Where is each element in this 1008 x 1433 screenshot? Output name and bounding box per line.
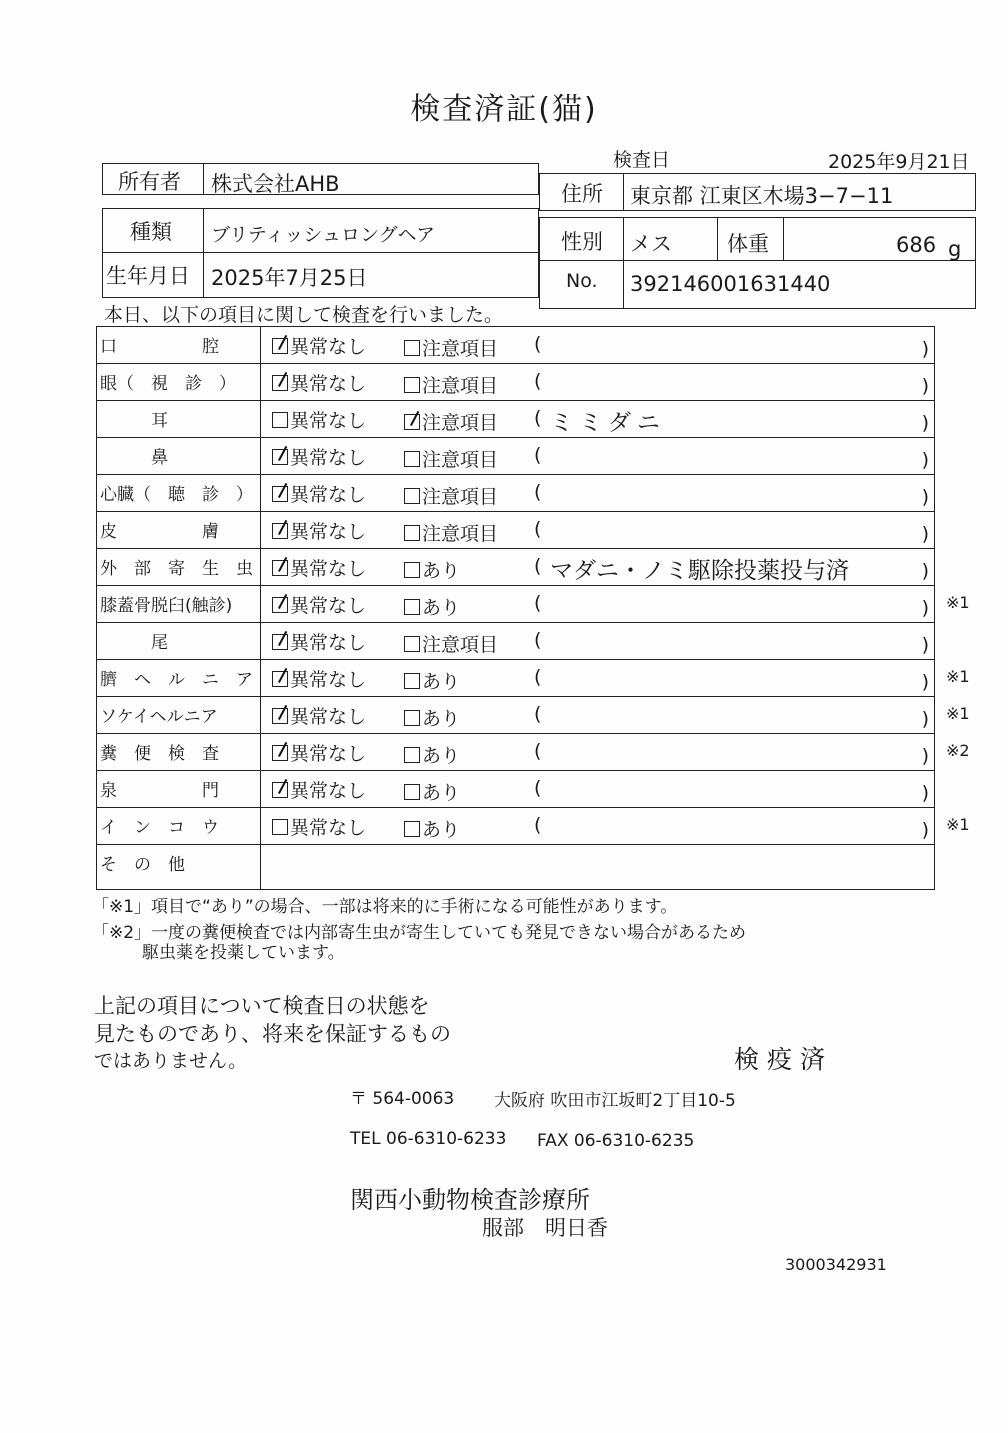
normal-checkbox[interactable] xyxy=(272,560,288,576)
footnote-flag: ※1 xyxy=(946,815,970,834)
note-open-paren: ( xyxy=(534,518,542,540)
sex-value: メス xyxy=(630,232,672,256)
normal-checkbox[interactable] xyxy=(272,634,288,650)
exam-item-label: イ ン コ ウ xyxy=(100,818,219,838)
finding-option[interactable]: 注意項目 xyxy=(404,445,498,472)
disclaimer-line-1: 上記の項目について検査日の状態を xyxy=(94,994,430,1018)
note-open-paren: ( xyxy=(534,407,542,429)
vet-name: 服部 明日香 xyxy=(482,1216,608,1240)
inspection-date-label: 検査日 xyxy=(613,149,671,171)
normal-checkbox[interactable] xyxy=(272,745,288,761)
disclaimer-line-3: ではありません。 xyxy=(94,1050,248,1072)
exam-row xyxy=(96,659,970,696)
note-open-paren: ( xyxy=(534,740,542,762)
dob-label: 生年月日 xyxy=(106,264,190,288)
finding-option[interactable]: 注意項目 xyxy=(404,334,498,361)
normal-option[interactable]: 異常なし xyxy=(272,369,366,396)
finding-option[interactable]: あり xyxy=(404,667,460,694)
note-close-paren: ) xyxy=(921,819,929,841)
note-open-paren: ( xyxy=(534,666,542,688)
finding-checkbox[interactable] xyxy=(404,451,420,467)
weight-label: 体重 xyxy=(727,232,769,256)
address-label: 住所 xyxy=(561,182,603,206)
normal-option[interactable]: 異常なし xyxy=(272,517,366,544)
note-open-paren: ( xyxy=(534,814,542,836)
finding-checkbox[interactable] xyxy=(404,673,420,689)
note-open-paren: ( xyxy=(534,481,542,503)
normal-option[interactable]: 異常なし xyxy=(272,813,366,840)
note-open-paren: ( xyxy=(534,333,542,355)
finding-checkbox[interactable] xyxy=(404,340,420,356)
note-open-paren: ( xyxy=(534,592,542,614)
owner-value: 株式会社AHB xyxy=(211,172,340,196)
address-value: 東京都 江東区木場3−7−11 xyxy=(630,184,894,208)
exam-row xyxy=(96,511,935,548)
normal-checkbox[interactable] xyxy=(272,338,288,354)
footnote-1: 「※1」項目で“あり”の場合、一部は将来的に手術になる可能性があります。 xyxy=(92,897,678,917)
breed-label: 種類 xyxy=(130,220,172,244)
breed-value: ブリティッシュロングヘア xyxy=(211,224,436,246)
document-id: 3000342931 xyxy=(785,1255,887,1274)
normal-option[interactable]: 異常なし xyxy=(272,443,366,470)
finding-checkbox[interactable] xyxy=(404,488,420,504)
finding-option[interactable]: 注意項目 xyxy=(404,408,498,435)
dob-value: 2025年7月25日 xyxy=(211,266,368,290)
exam-item-label: 尾 xyxy=(100,633,168,653)
exam-item-label: 皮 膚 xyxy=(100,522,219,542)
normal-option[interactable]: 異常なし xyxy=(272,739,366,766)
finding-option[interactable]: あり xyxy=(404,593,460,620)
note-close-paren: ) xyxy=(921,523,929,545)
exam-note: マダニ・ノミ駆除投薬投与済 xyxy=(550,558,849,584)
note-open-paren: ( xyxy=(534,629,542,651)
footnote-2-cont: 駆虫薬を投薬しています。 xyxy=(142,943,345,963)
finding-option[interactable]: あり xyxy=(404,741,460,768)
finding-checkbox[interactable] xyxy=(404,377,420,393)
note-close-paren: ) xyxy=(921,745,929,767)
finding-checkbox[interactable] xyxy=(404,710,420,726)
normal-checkbox[interactable] xyxy=(272,412,288,428)
normal-checkbox[interactable] xyxy=(272,819,288,835)
no-label: No. xyxy=(566,270,598,292)
exam-item-label: 心臓（ 聴 診 ） xyxy=(100,485,253,505)
exam-row xyxy=(96,696,970,733)
normal-option[interactable]: 異常なし xyxy=(272,702,366,729)
postal-code: 〒 564-0063 xyxy=(350,1089,455,1109)
normal-option[interactable]: 異常なし xyxy=(272,665,366,692)
finding-option[interactable]: 注意項目 xyxy=(404,519,498,546)
note-open-paren: ( xyxy=(534,777,542,799)
note-open-paren: ( xyxy=(534,444,542,466)
exam-item-label: 鼻 xyxy=(100,448,168,468)
exam-row xyxy=(96,474,935,511)
exam-row xyxy=(96,770,935,807)
page-title: 検査済証(猫) xyxy=(410,92,598,127)
finding-checkbox[interactable] xyxy=(404,525,420,541)
note-close-paren: ) xyxy=(921,486,929,508)
normal-option[interactable]: 異常なし xyxy=(272,554,366,581)
exam-row xyxy=(96,326,935,363)
note-close-paren: ) xyxy=(921,634,929,656)
note-close-paren: ) xyxy=(921,560,929,582)
exam-item-label: 眼（ 視 診 ） xyxy=(100,374,236,394)
normal-checkbox[interactable] xyxy=(272,486,288,502)
normal-checkbox[interactable] xyxy=(272,449,288,465)
exam-note: ミミダニ xyxy=(550,410,666,436)
exam-item-label: 口 腔 xyxy=(100,337,219,357)
exam-item-label: ソケイヘルニア xyxy=(100,707,218,727)
exam-item-label: 泉 門 xyxy=(100,781,219,801)
clinic-address: 大阪府 吹田市江坂町2丁目10-5 xyxy=(494,1091,736,1111)
normal-checkbox[interactable] xyxy=(272,523,288,539)
registration-number: 392146001631440 xyxy=(630,272,831,296)
exam-item-label: 外 部 寄 生 虫 xyxy=(100,559,253,579)
normal-option[interactable]: 異常なし xyxy=(272,406,366,433)
normal-option[interactable]: 異常なし xyxy=(272,776,366,803)
note-close-paren: ) xyxy=(921,597,929,619)
clinic-name: 関西小動物検査診療所 xyxy=(350,1186,590,1214)
finding-checkbox[interactable] xyxy=(404,562,420,578)
footnote-flag: ※1 xyxy=(946,593,970,612)
finding-option[interactable]: 注意項目 xyxy=(404,371,498,398)
normal-checkbox[interactable] xyxy=(272,708,288,724)
weight-unit: g xyxy=(948,237,962,261)
exam-item-label: 膝蓋骨脱臼(触診) xyxy=(100,596,233,616)
finding-checkbox[interactable] xyxy=(404,599,420,615)
finding-option[interactable]: 注意項目 xyxy=(404,482,498,509)
exam-row xyxy=(96,585,970,622)
note-open-paren: ( xyxy=(534,555,542,577)
finding-checkbox[interactable] xyxy=(404,747,420,763)
inspection-date: 2025年9月21日 xyxy=(828,151,970,173)
normal-option[interactable]: 異常なし xyxy=(272,480,366,507)
note-open-paren: ( xyxy=(534,703,542,725)
normal-option[interactable]: 異常なし xyxy=(272,591,366,618)
clinic-fax: FAX 06-6310-6235 xyxy=(537,1131,695,1151)
note-open-paren: ( xyxy=(534,370,542,392)
note-close-paren: ) xyxy=(921,671,929,693)
exam-row xyxy=(96,622,935,659)
intro-text: 本日、以下の項目に関して検査を行いました。 xyxy=(104,304,504,326)
finding-checkbox[interactable] xyxy=(404,636,420,652)
exam-row xyxy=(96,437,935,474)
quarantine-stamp: 検疫済 xyxy=(734,1045,834,1074)
other-row xyxy=(96,844,935,889)
note-close-paren: ) xyxy=(921,375,929,397)
footnote-flag: ※2 xyxy=(946,741,970,760)
normal-checkbox[interactable] xyxy=(272,375,288,391)
weight-value: 686 xyxy=(896,233,937,257)
footnote-flag: ※1 xyxy=(946,704,970,723)
exam-row xyxy=(96,548,935,585)
finding-checkbox[interactable] xyxy=(404,784,420,800)
footnote-flag: ※1 xyxy=(946,667,970,686)
note-close-paren: ) xyxy=(921,708,929,730)
sex-label: 性別 xyxy=(561,230,603,254)
footnote-2: 「※2」一度の糞便検査では内部寄生虫が寄生していても発見できない場合があるため xyxy=(92,923,747,943)
normal-checkbox[interactable] xyxy=(272,782,288,798)
note-close-paren: ) xyxy=(921,782,929,804)
normal-option[interactable]: 異常なし xyxy=(272,628,366,655)
normal-checkbox[interactable] xyxy=(272,671,288,687)
exam-item-label: 臍 ヘ ル ニ ア xyxy=(100,670,253,690)
normal-checkbox[interactable] xyxy=(272,597,288,613)
note-close-paren: ) xyxy=(921,412,929,434)
exam-item-label: 耳 xyxy=(100,411,168,431)
finding-option[interactable]: あり xyxy=(404,704,460,731)
exam-row xyxy=(96,363,935,400)
exam-row xyxy=(96,807,970,844)
note-close-paren: ) xyxy=(921,449,929,471)
disclaimer-line-2: 見たものであり、将来を保証するもの xyxy=(94,1022,451,1046)
owner-label: 所有者 xyxy=(118,170,181,194)
exam-item-label: 糞 便 検 査 xyxy=(100,744,219,764)
note-close-paren: ) xyxy=(921,338,929,360)
finding-checkbox[interactable] xyxy=(404,821,420,837)
exam-row xyxy=(96,400,935,437)
other-label: そ の 他 xyxy=(100,855,185,875)
finding-option[interactable]: あり xyxy=(404,556,460,583)
finding-option[interactable]: あり xyxy=(404,815,460,842)
exam-row xyxy=(96,733,970,770)
finding-option[interactable]: 注意項目 xyxy=(404,630,498,657)
finding-option[interactable]: あり xyxy=(404,778,460,805)
clinic-tel: TEL 06-6310-6233 xyxy=(350,1129,507,1149)
normal-option[interactable]: 異常なし xyxy=(272,332,366,359)
finding-checkbox[interactable] xyxy=(404,414,420,430)
